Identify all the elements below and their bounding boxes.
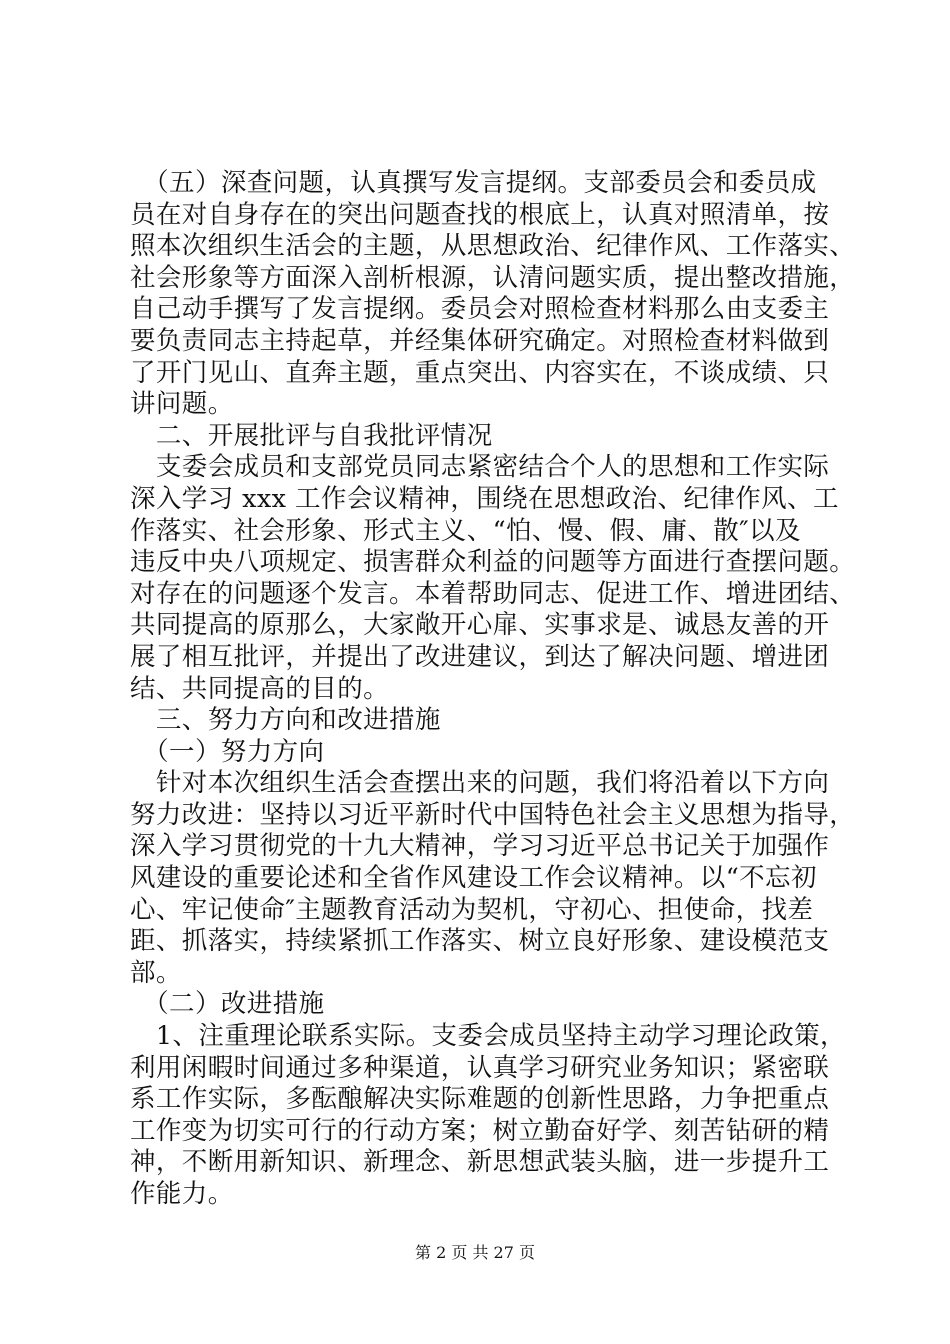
text-line: 针对本次组织生活会查摆出来的问题，我们将沿着以下方向 [130, 768, 830, 799]
text-line: 讲问题。 [130, 389, 234, 420]
text-line: 违反中央八项规定、损害群众利益的问题等方面进行查摆问题。 [130, 547, 856, 578]
text-line: 风建设的重要论述和全省作风建设工作会议精神。以“不忘初 [130, 863, 817, 894]
text-line: 了开门见山、直奔主题，重点突出、内容实在，不谈成绩、只 [130, 357, 830, 388]
text-line: 结、共同提高的目的。 [130, 673, 390, 704]
text-line: （一）努力方向 [130, 736, 325, 767]
text-line: （五）深查问题，认真撰写发言提纲。支部委员会和委员成 [130, 168, 817, 198]
text-line: 系工作实际，多酝酿解决实际难题的创新性思路，力争把重点 [130, 1084, 830, 1115]
text-line: 深入学习 xxx 工作会议精神，围绕在思想政治、纪律作风、工 [130, 483, 839, 514]
page-footer: 第 2 页 共 27 页 [415, 1243, 535, 1262]
text-line: 部。 [130, 957, 182, 988]
text-line: 照本次组织生活会的主题，从思想政治、纪律作风、工作落实、 [130, 231, 856, 262]
text-line: 共同提高的原那么，大家敞开心扉、实事求是、诚恳友善的开 [130, 610, 830, 641]
text-line: 展了相互批评，并提出了改进建议，到达了解决问题、增进团 [130, 641, 830, 672]
text-line: 距、抓落实，持续紧抓工作落实、树立良好形象、建设模范支 [130, 926, 830, 957]
text-line: 社会形象等方面深入剖析根源，认清问题实质，提出整改措施， [130, 262, 856, 293]
text-line: 心、牢记使命″主题教育活动为契机，守初心、担使命，找差 [130, 894, 814, 925]
text-line: 利用闲暇时间通过多种渠道，认真学习研究业务知识；紧密联 [130, 1052, 830, 1083]
text-line: 作落实、社会形象、形式主义、“怕、慢、假、庸、散″以及 [130, 515, 801, 546]
text-line: 神，不断用新知识、新理念、新思想武装头脑，进一步提升工 [130, 1147, 830, 1178]
text-line: 作能力。 [130, 1179, 234, 1209]
text-line: 1、注重理论联系实际。支委会成员坚持主动学习理论政策， [130, 1021, 846, 1052]
text-line: 二、开展批评与自我批评情况 [130, 420, 493, 451]
text-line: 支委会成员和支部党员同志紧密结合个人的思想和工作实际 [130, 452, 830, 483]
text-line: 努力改进：坚持以习近平新时代中国特色社会主义思想为指导， [130, 799, 856, 830]
text-line: 深入学习贯彻党的十九大精神，学习习近平总书记关于加强作 [130, 831, 830, 862]
text-line: 员在对自身存在的突出问题查找的根底上，认真对照清单，按 [130, 199, 830, 230]
text-line: 要负责同志主持起草，并经集体研究确定。对照检查材料做到 [130, 325, 830, 356]
text-line: 对存在的问题逐个发言。本着帮助同志、促进工作、增进团结、 [130, 578, 856, 609]
text-line: （二）改进措施 [130, 989, 325, 1020]
text-line: 工作变为切实可行的行动方案；树立勤奋好学、刻苦钻研的精 [130, 1115, 830, 1146]
text-line: 自己动手撰写了发言提纲。委员会对照检查材料那么由支委主 [130, 294, 830, 325]
text-line: 三、努力方向和改进措施 [130, 705, 441, 736]
document-body [130, 168, 856, 1211]
